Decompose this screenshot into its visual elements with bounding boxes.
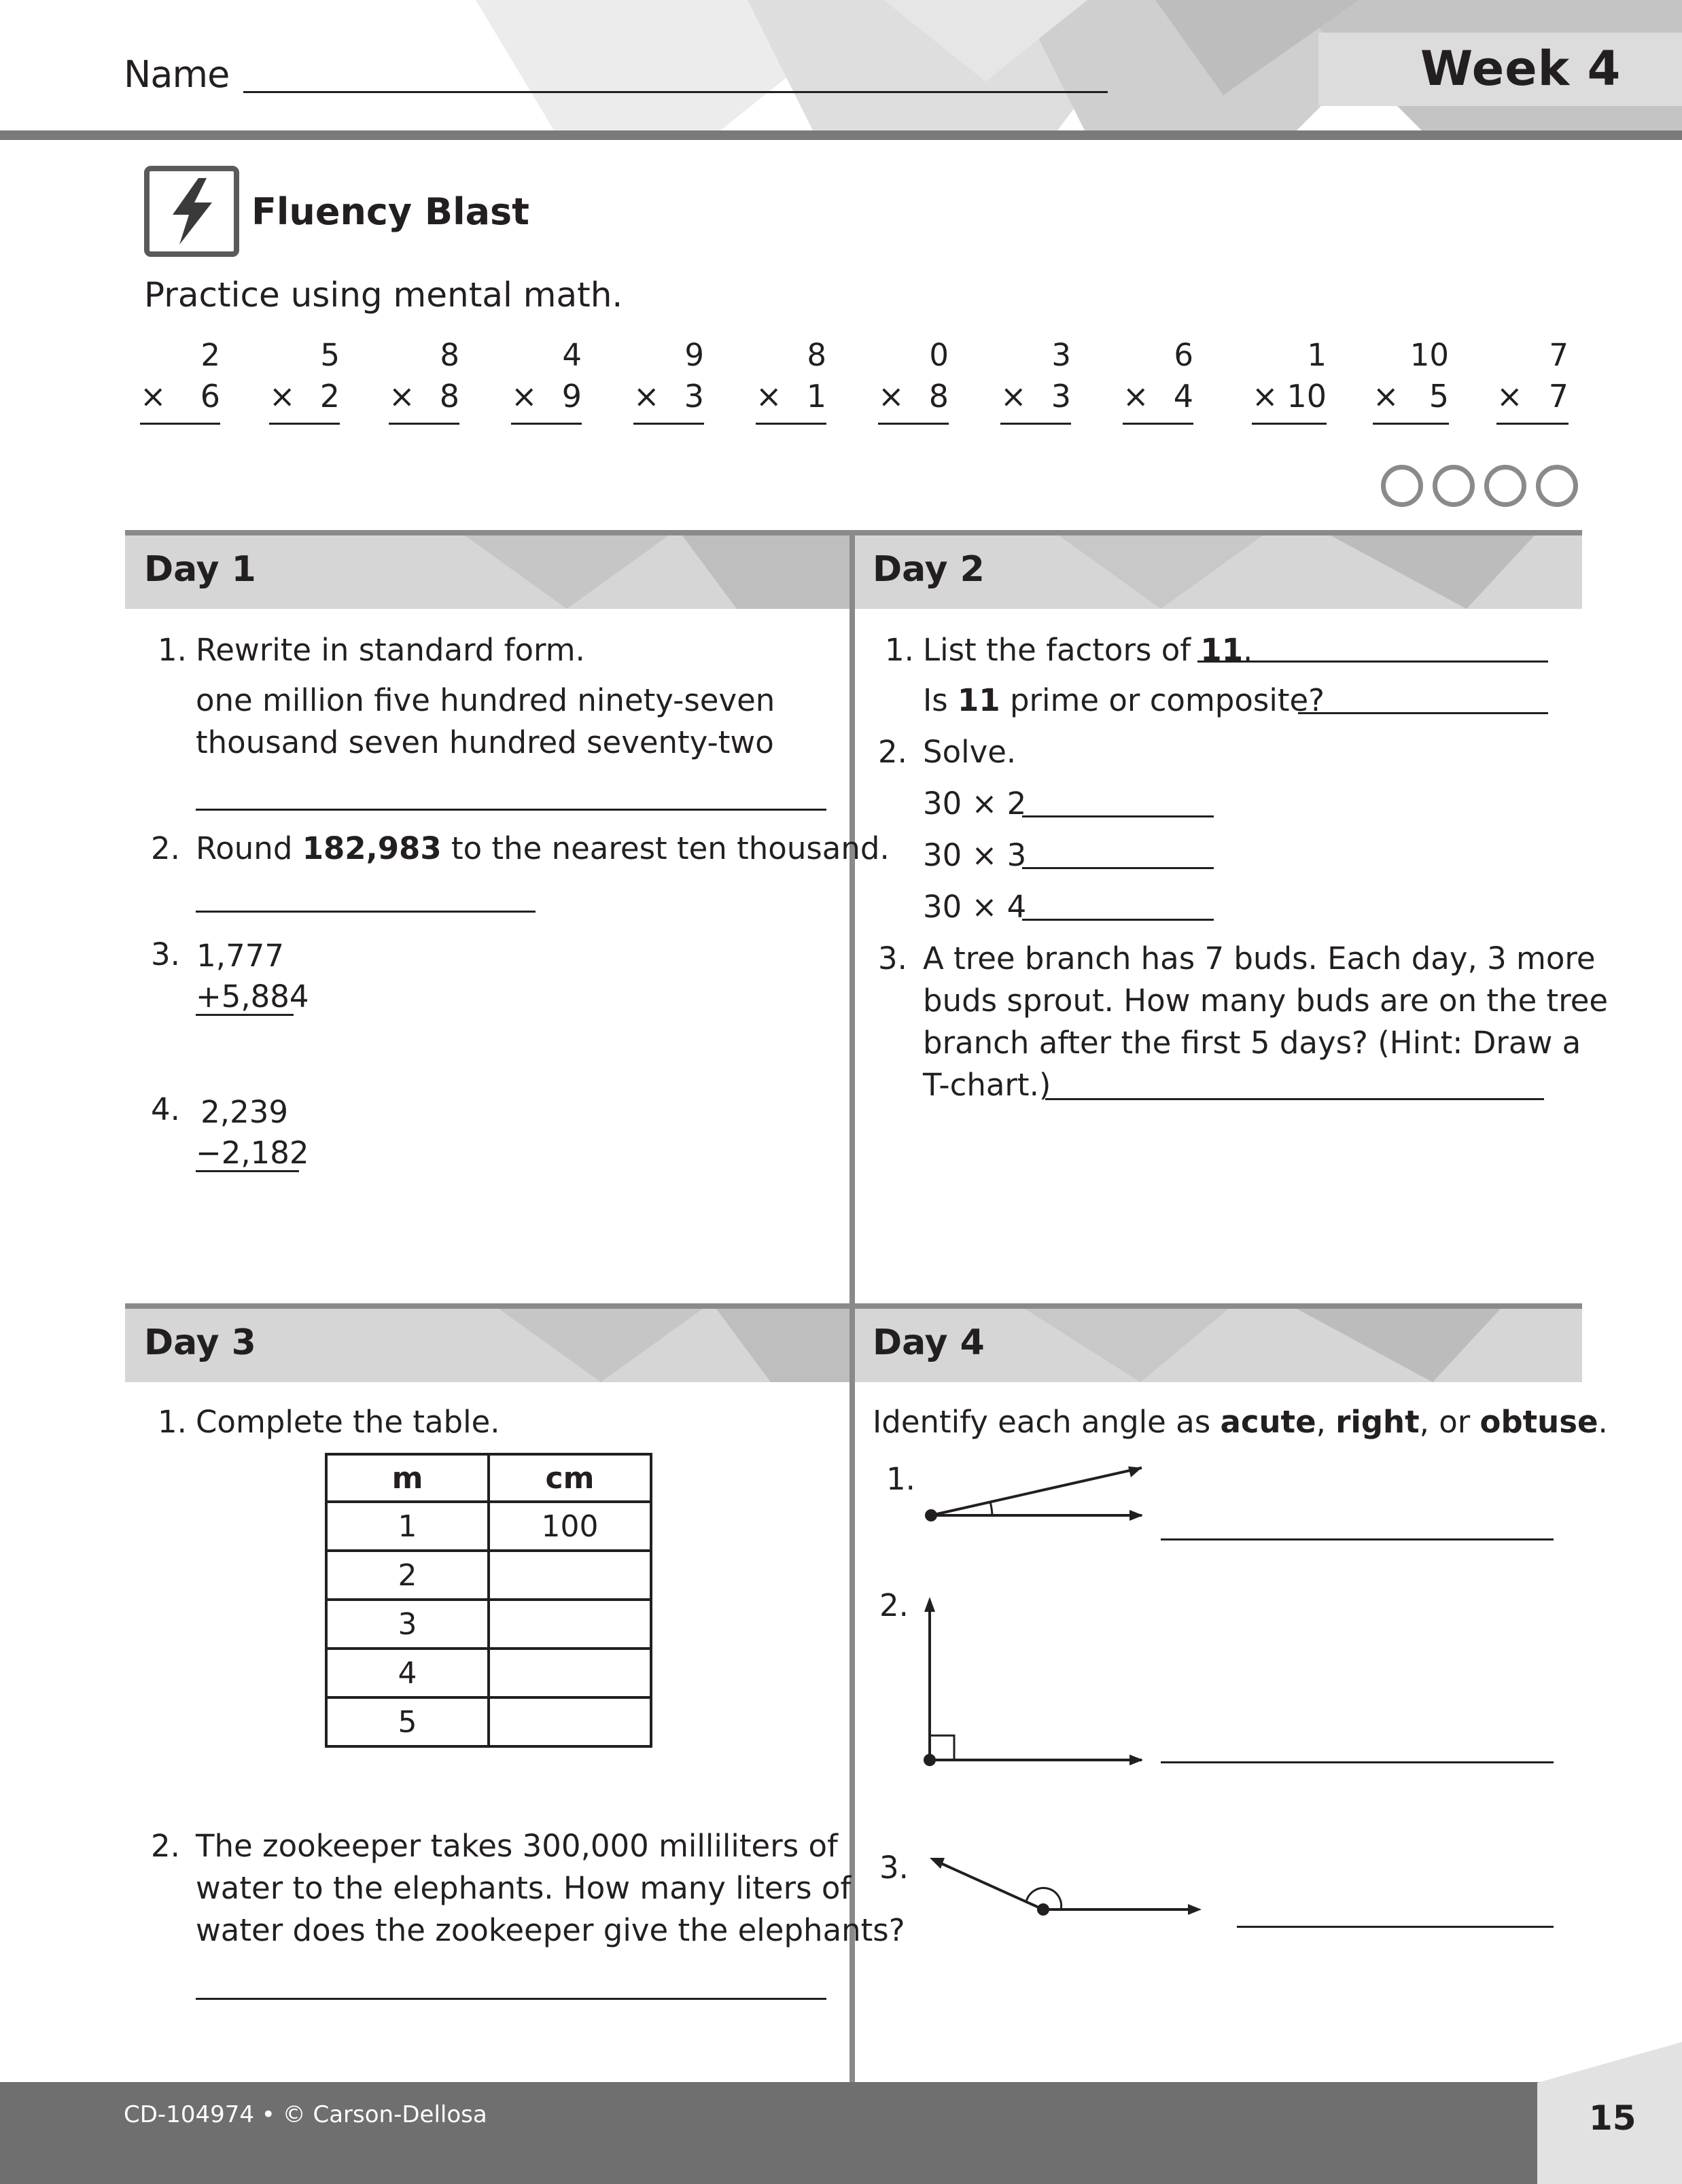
fluency-problem: 1 × 10 xyxy=(1252,337,1327,425)
acute-angle-figure xyxy=(904,1447,1162,1522)
week-title: Week 4 xyxy=(1420,41,1622,96)
question-number: 4. xyxy=(151,1091,180,1127)
table-answer-cell[interactable] xyxy=(489,1600,651,1649)
day2-q3-line: branch after the first 5 days? (Hint: Draw a xyxy=(923,1025,1581,1061)
fluency-problem: 7 × 7 xyxy=(1496,337,1569,425)
day2-q2-item: 30 × 2 xyxy=(923,786,1027,822)
table-cell: 5 xyxy=(326,1697,489,1746)
obtuse-angle-figure xyxy=(924,1848,1210,1930)
panel-divider xyxy=(849,530,855,2082)
day2-q3-line: A tree branch has 7 buds. Each day, 3 more xyxy=(923,940,1596,976)
day1-q1-text: Rewrite in standard form. xyxy=(196,632,585,668)
fluency-problem: 8 × 1 xyxy=(756,337,826,425)
fluency-problem: 5 × 2 xyxy=(269,337,340,425)
score-circle[interactable] xyxy=(1433,465,1475,507)
day4-instruction: Identify each angle as acute, right, or obtuse. xyxy=(873,1404,1608,1440)
day2-q2-item: 30 × 3 xyxy=(923,837,1027,873)
table-row xyxy=(326,1600,651,1649)
score-circle[interactable] xyxy=(1484,465,1526,507)
answer-line[interactable] xyxy=(1197,661,1548,663)
day2-q1-text: List the factors of 11. xyxy=(923,632,1253,668)
fluency-problem: 8 × 8 xyxy=(389,337,459,425)
question-number: 2. xyxy=(879,1587,909,1623)
score-circle[interactable] xyxy=(1381,465,1423,507)
table-row xyxy=(326,1502,651,1551)
day1-q4-bottom: −2,182 xyxy=(196,1135,309,1171)
day2-q3-line: buds sprout. How many buds are on the tree xyxy=(923,983,1609,1019)
question-number: 2. xyxy=(151,1828,180,1864)
day1-q1-line2: thousand seven hundred seventy-two xyxy=(196,724,774,760)
answer-line[interactable] xyxy=(1161,1761,1554,1763)
day3-q2-line: water to the elephants. How many liters of xyxy=(196,1870,852,1906)
fluency-problem: 3 × 3 xyxy=(1000,337,1071,425)
table-cell: 2 xyxy=(326,1551,489,1600)
score-circle[interactable] xyxy=(1536,465,1578,507)
day1-q3-top: 1,777 xyxy=(196,938,284,974)
table-header: m xyxy=(326,1454,489,1502)
fluency-problem: 2 × 6 xyxy=(140,337,220,425)
table-row xyxy=(326,1697,651,1746)
day2-q2-text: Solve. xyxy=(923,734,1017,770)
sum-line xyxy=(196,1014,294,1016)
day1-q3-bottom: +5,884 xyxy=(196,979,309,1015)
table-cell: 3 xyxy=(326,1600,489,1649)
day3-q1-text: Complete the table. xyxy=(196,1404,500,1440)
answer-line[interactable] xyxy=(1237,1926,1554,1928)
answer-line[interactable] xyxy=(196,809,826,811)
question-number: 3. xyxy=(879,1850,909,1886)
fluency-problem: 0 × 8 xyxy=(878,337,949,425)
answer-line[interactable] xyxy=(1045,1098,1544,1100)
answer-line[interactable] xyxy=(1161,1538,1554,1540)
table-cell: 4 xyxy=(326,1649,489,1697)
answer-line[interactable] xyxy=(196,1998,826,2000)
answer-line[interactable] xyxy=(1022,867,1214,869)
question-number: 3. xyxy=(151,936,180,972)
day3-q2-line: water does the zookeeper give the elephants? xyxy=(196,1912,905,1948)
right-angle-figure xyxy=(904,1590,1162,1767)
question-number: 1. xyxy=(158,1404,187,1440)
name-field[interactable] xyxy=(243,91,1108,93)
footer-bar xyxy=(0,2082,1682,2184)
table-answer-cell[interactable] xyxy=(489,1551,651,1600)
day1-q4-top: 2,239 xyxy=(200,1094,288,1130)
day1-q1-line1: one million five hundred ninety-seven xyxy=(196,682,775,718)
answer-line[interactable] xyxy=(1022,919,1214,921)
fluency-problem: 10 × 5 xyxy=(1373,337,1449,425)
day2-title: Day 2 xyxy=(873,549,985,590)
difference-line xyxy=(196,1170,299,1172)
question-number: 1. xyxy=(885,632,914,668)
table-row xyxy=(326,1551,651,1600)
fluency-problem: 6 × 4 xyxy=(1123,337,1193,425)
question-number: 2. xyxy=(151,830,180,866)
day2-q1b-text: Is 11 prime or composite? xyxy=(923,682,1325,718)
day1-title: Day 1 xyxy=(144,549,256,590)
table-header: cm xyxy=(489,1454,651,1502)
day4-title: Day 4 xyxy=(873,1322,985,1363)
answer-line[interactable] xyxy=(1022,815,1214,817)
fluency-instruction: Practice using mental math. xyxy=(144,275,623,315)
question-number: 1. xyxy=(158,632,187,668)
lightning-icon xyxy=(144,166,239,257)
question-number: 3. xyxy=(878,940,907,976)
table-answer-cell[interactable] xyxy=(489,1649,651,1697)
question-number: 2. xyxy=(878,734,907,770)
answer-line[interactable] xyxy=(196,911,536,913)
conversion-table xyxy=(325,1453,652,1748)
day1-q2-text: Round 182,983 to the nearest ten thousand. xyxy=(196,830,890,866)
day3-q2-line: The zookeeper takes 300,000 milliliters of xyxy=(196,1828,838,1864)
fluency-title: Fluency Blast xyxy=(251,190,529,233)
table-answer-cell[interactable] xyxy=(489,1697,651,1746)
question-number: 1. xyxy=(886,1461,915,1497)
name-label: Name xyxy=(124,53,230,96)
footer-copyright: CD-104974 • © Carson-Dellosa xyxy=(124,2101,487,2128)
page-number: 15 xyxy=(1589,2098,1636,2138)
answer-line[interactable] xyxy=(1298,712,1548,714)
fluency-problem: 4 × 9 xyxy=(511,337,582,425)
table-row xyxy=(326,1649,651,1697)
fluency-problem: 9 × 3 xyxy=(633,337,704,425)
header-bar xyxy=(0,130,1682,140)
day3-title: Day 3 xyxy=(144,1322,256,1363)
table-cell: 1 xyxy=(326,1502,489,1551)
day2-q2-item: 30 × 4 xyxy=(923,889,1027,925)
table-cell: 100 xyxy=(489,1502,651,1551)
day2-q3-line: T-chart.) xyxy=(923,1067,1051,1103)
